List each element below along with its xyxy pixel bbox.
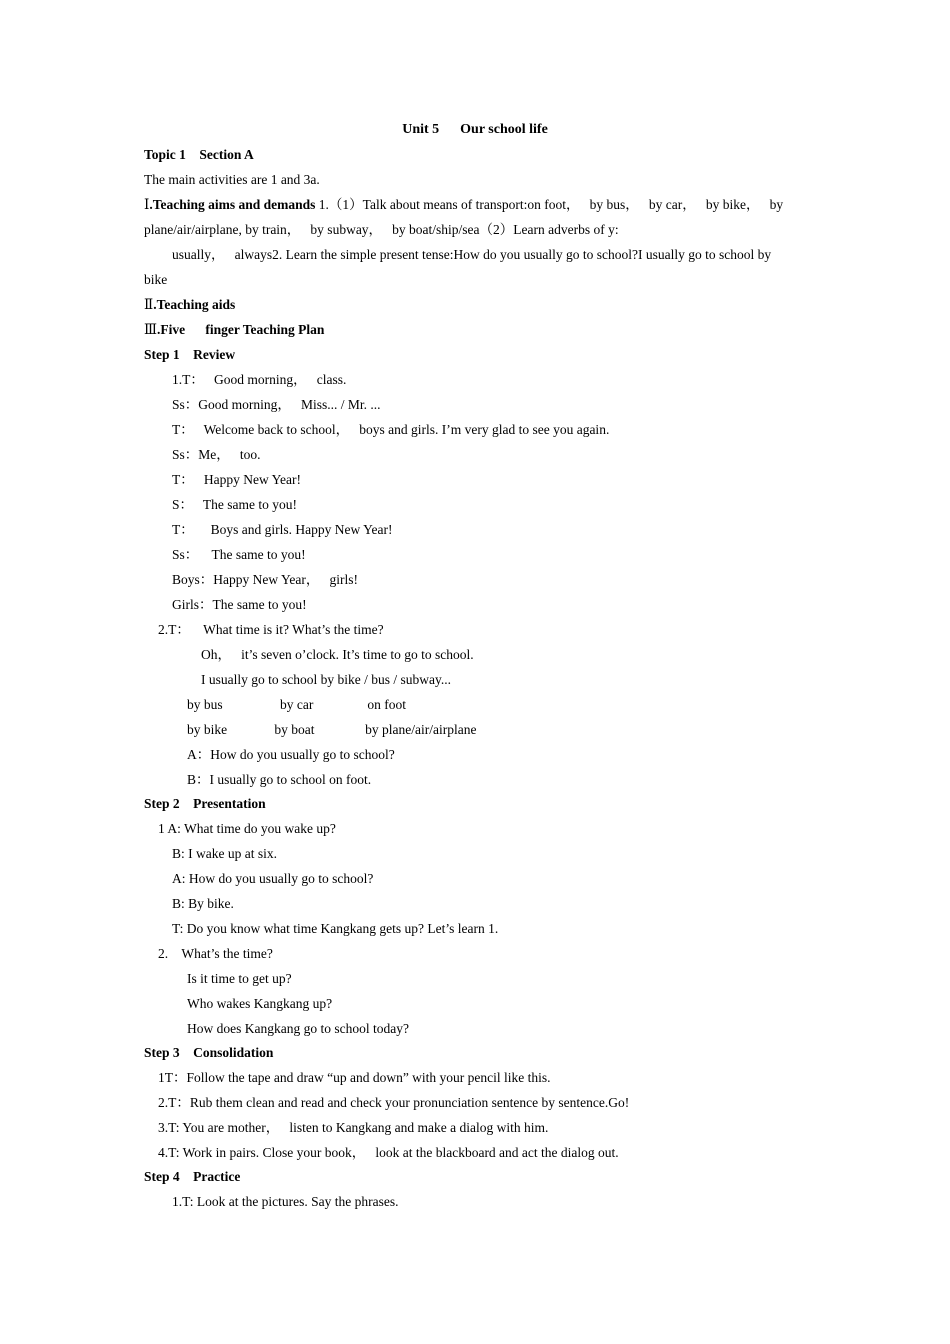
step3-line: 4.T: Work in pairs. Close your book， look at the blackboard and act the dialog out. xyxy=(158,1145,619,1160)
page-title: Unit 5 Our school life xyxy=(402,122,548,137)
step1-line: 1.T： Good morning， class. xyxy=(172,372,347,387)
step2-line: B: By bike. xyxy=(172,896,234,911)
step2-line: 1 A: What time do you wake up? xyxy=(158,821,336,836)
aids-heading-line xyxy=(144,296,235,314)
aims-line-4: bike xyxy=(144,272,168,287)
step1-line: Ss：Me， too. xyxy=(172,447,261,462)
step1-line: Ss：Good morning， Miss... / Mr. ... xyxy=(172,397,381,412)
step1-line: I usually go to school by bike / bus / subway... xyxy=(201,672,451,687)
step1-line: B：I usually go to school on foot. xyxy=(187,772,372,787)
step3-heading: Step 3 Consolidation xyxy=(144,1045,274,1060)
step3-line: 2.T：Rub them clean and read and check your pronunciation sentence by sentence.Go! xyxy=(158,1095,630,1110)
step3-line: 3.T: You are mother， listen to Kangkang and make a dialog with him. xyxy=(158,1120,549,1135)
step1-line: Girls：The same to you! xyxy=(172,597,307,612)
plan-heading: .Five finger Teaching Plan xyxy=(157,322,325,337)
aims-numeral: Ⅰ xyxy=(144,197,150,212)
step4-heading: Step 4 Practice xyxy=(144,1169,241,1184)
main-activities: The main activities are 1 and 3a. xyxy=(144,172,320,187)
plan-heading-line xyxy=(144,321,324,339)
step1-line: T： Happy New Year! xyxy=(172,472,301,487)
step2-heading: Step 2 Presentation xyxy=(144,796,266,811)
step1-line: T： Boys and girls. Happy New Year! xyxy=(172,522,393,537)
aids-numeral: Ⅱ xyxy=(144,297,154,312)
aims-line-2: plane/air/airplane, by train， by subway， by boat/ship/sea（2）Learn adverbs of y: xyxy=(144,222,619,237)
step4-line: 1.T: Look at the pictures. Say the phrases. xyxy=(172,1194,399,1209)
step1-line: Oh， it’s seven o’clock. It’s time to go to school. xyxy=(201,647,474,662)
step1-heading: Step 1 Review xyxy=(144,347,236,362)
step2-line: A: How do you usually go to school? xyxy=(172,871,374,886)
step2-line: Is it time to get up? xyxy=(187,971,292,986)
step1-line: A：How do you usually go to school? xyxy=(187,747,395,762)
step2-line: Who wakes Kangkang up? xyxy=(187,996,333,1011)
aims-line-3: usually， always2. Learn the simple present tense:How do you usually go to school?I usually go to school by xyxy=(172,247,772,262)
step1-line: S： The same to you! xyxy=(172,497,297,512)
step3-line: 1T：Follow the tape and draw “up and down” with your pencil like this. xyxy=(158,1070,551,1085)
step1-line: Ss： The same to you! xyxy=(172,547,306,562)
plan-numeral: Ⅲ xyxy=(144,322,158,337)
aims-line-1-text: 1.（1）Talk about means of transport:on foot， by bus， by car， by bike， by xyxy=(315,197,784,212)
topic-heading: Topic 1 Section A xyxy=(144,147,254,162)
step2-line: T: Do you know what time Kangkang gets up? Let’s learn 1. xyxy=(172,921,499,936)
step1-line: by bus by car on foot xyxy=(187,697,406,712)
step1-line: Boys：Happy New Year， girls! xyxy=(172,572,358,587)
aims-heading: .Teaching aims and demands xyxy=(149,197,316,212)
step1-line: by bike by boat by plane/air/airplane xyxy=(187,722,477,737)
step2-line: B: I wake up at six. xyxy=(172,846,277,861)
step2-line: How does Kangkang go to school today? xyxy=(187,1021,409,1036)
step2-line: 2. What’s the time? xyxy=(158,946,273,961)
step1-line: T： Welcome back to school， boys and girls. I’m very glad to see you again. xyxy=(172,422,610,437)
aids-heading: .Teaching aids xyxy=(153,297,236,312)
step1-line: 2.T： What time is it? What’s the time? xyxy=(158,622,384,637)
aims-line-1 xyxy=(144,196,783,214)
